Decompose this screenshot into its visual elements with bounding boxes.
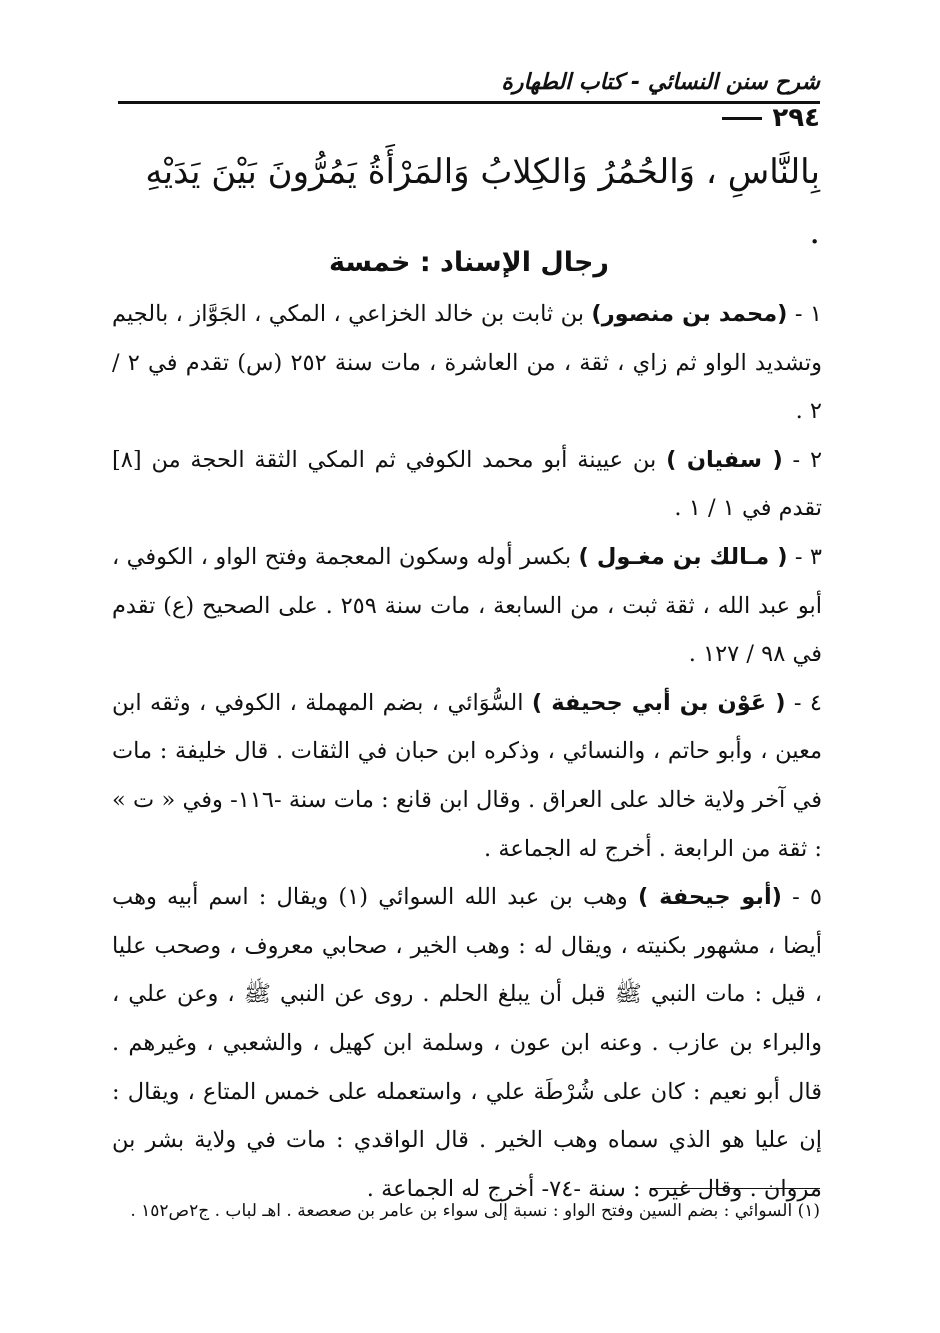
entry-number: ٥ - xyxy=(792,884,822,911)
page-number-label: ٢٩٤ xyxy=(772,103,820,133)
narrator-entry-1 xyxy=(112,290,822,436)
running-header: شرح سنن النسائي - كتاب الطهارة xyxy=(501,70,820,95)
section-heading: رجال الإسناد : خمسة xyxy=(329,247,609,278)
entry-text: بكسر أوله وسكون المعجمة وفتح الواو ، الكوفي ، أبو عبد الله ، ثقة ثبت ، من السابعة ، مات سنة ٢٥٩ . على الصحيح (ع) تقدم في ٩٨ / ١٢٧ . xyxy=(112,543,822,668)
narrator-name: ( عَوْن بن أبي جحيفة ) xyxy=(531,689,786,716)
narrator-entry-4 xyxy=(112,679,822,873)
entry-text: بن ثابت بن خالد الخزاعي ، المكي ، الجَوَّاز ، بالجيم وتشديد الواو ثم زاي ، ثقة ، من العاشرة ، مات سنة ٢٥٢ (س) تقدم في ٢ / ٢ . xyxy=(112,301,823,425)
entry-number: ١ - xyxy=(794,301,822,327)
narrators-list xyxy=(112,290,822,1213)
entry-text: بن عيينة أبو محمد الكوفي ثم المكي الثقة الحجة من [٨] تقدم في ١ / ١ . xyxy=(112,446,822,522)
entry-number: ٤ - xyxy=(793,689,822,716)
page-number-dash xyxy=(722,117,762,120)
narrator-entry-5 xyxy=(112,873,822,1213)
entry-text: وهب بن عبد الله السوائي (١) ويقال : اسم أبيه وهب أيضا ، مشهور بكنيته ، ويقال له : وهب الخير ، صحابي معروف ، وصحب عليا ، قيل : مات النبي ﷺ قبل أن يبلغ الحلم . روى عن النبي ﷺ ، وعن علي ، والبراء بن عازب . وعنه ابن عون ، وسلمة ابن كهيل ، والشعبي ، وغيرهم . قال أبو نعيم : كان على شُرْطَة علي ، واستعمله على خمس المتاع ، ويقال : إن عليا هو الذي سماه وهب الخير . قال الواقدي : مات في ولاية بشر بن مروان . وقال غيره : سنة -٧٤- أخرج له الجماعة . xyxy=(112,884,822,1202)
narrator-name: ( سفيان ) xyxy=(666,446,783,473)
narrator-entry-2 xyxy=(112,436,822,533)
narrator-name: (محمد بن منصور) xyxy=(591,301,788,327)
narrator-name: ( مـالك بن مغـول ) xyxy=(578,543,788,570)
hadith-text-end: بِالنَّاسِ ، وَالحُمُرُ وَالكِلابُ وَالمَرْأَةُ يَمُرُّونَ بَيْنَ يَدَيْهِ . xyxy=(145,152,820,252)
footnote: (١) السوائي : بضم السين وفتح الواو : نسبة إلى سواء بن عامر بن صعصعة . اهـ لباب . ج٢ص١٥٢ . xyxy=(130,1201,820,1221)
footnote-rule xyxy=(650,1188,820,1189)
entry-number: ٢ - xyxy=(792,446,823,473)
narrator-entry-3 xyxy=(112,533,822,679)
entry-number: ٣ - xyxy=(794,543,822,570)
page-number xyxy=(680,101,820,135)
narrator-name: (أبو جيحفة ) xyxy=(637,884,782,911)
entry-text: السُّوَائي ، بضم المهملة ، الكوفي ، وثقه ابن معين ، وأبو حاتم ، والنسائي ، وذكره ابن حبان في الثقات . قال خليفة : مات في آخر ولاية خالد على العراق . وقال ابن قانع : مات سنة -١١٦- وفي « ت » : ثقة من الرابعة . أخرج له الجماعة . xyxy=(112,689,822,862)
